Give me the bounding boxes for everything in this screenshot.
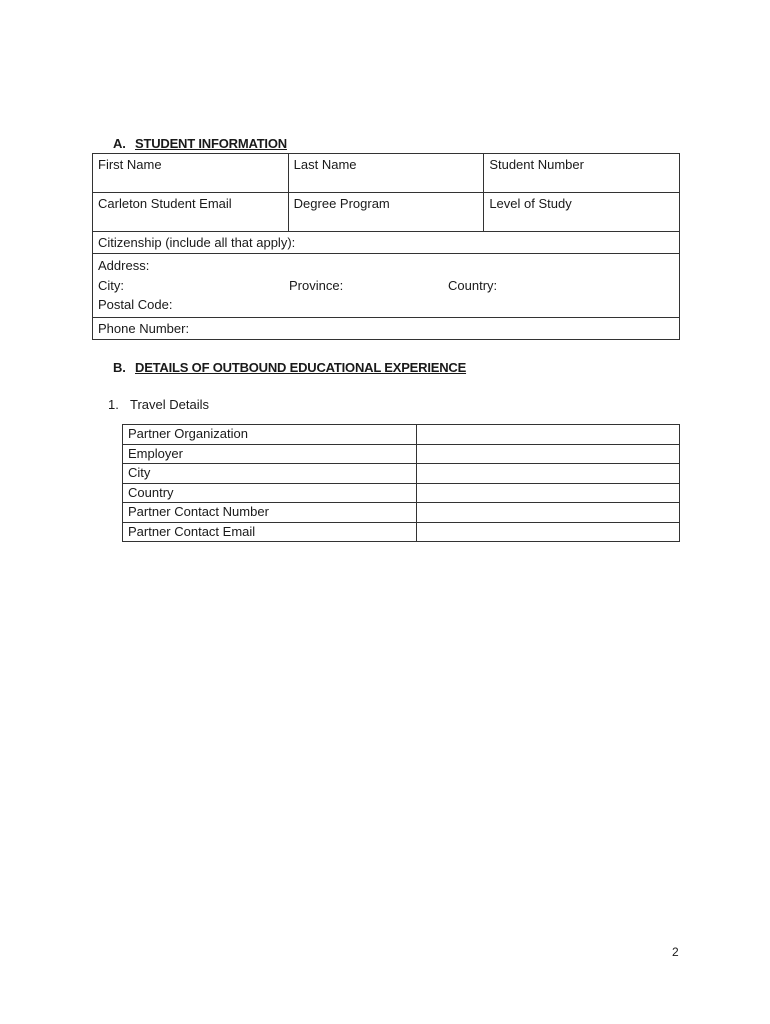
partner-organization-input[interactable] xyxy=(417,425,680,445)
postal-code-label: Postal Code: xyxy=(98,297,173,312)
student-number-field[interactable]: Student Number xyxy=(484,154,680,193)
section-a-title: STUDENT INFORMATION xyxy=(135,136,287,151)
travel-details-title: Travel Details xyxy=(130,397,209,412)
address-line xyxy=(98,256,674,276)
section-a-heading xyxy=(113,136,287,151)
travel-details-number: 1. xyxy=(108,397,119,412)
phone-number-field[interactable]: Phone Number: xyxy=(93,317,680,339)
section-b-number: B. xyxy=(113,360,126,375)
table-row xyxy=(123,503,680,523)
section-b-heading xyxy=(113,360,466,375)
partner-contact-email-input[interactable] xyxy=(417,522,680,542)
postal-code-line xyxy=(98,295,674,315)
degree-program-field[interactable]: Degree Program xyxy=(288,193,484,232)
city-label: City: xyxy=(98,277,124,293)
country-label: Country: xyxy=(448,277,498,293)
level-of-study-field[interactable]: Level of Study xyxy=(484,193,680,232)
address-label: Address: xyxy=(98,258,150,273)
address-block[interactable] xyxy=(93,254,680,318)
section-b-title: DETAILS OF OUTBOUND EDUCATIONAL EXPERIENCE xyxy=(135,360,467,375)
section-a-number: A. xyxy=(113,136,126,151)
student-email-field[interactable]: Carleton Student Email xyxy=(93,193,289,232)
table-row xyxy=(123,483,680,503)
table-row xyxy=(123,444,680,464)
employer-label: Employer xyxy=(123,444,417,464)
first-name-field[interactable]: First Name xyxy=(93,154,289,193)
student-information-table xyxy=(92,153,680,340)
country-label-travel: Country xyxy=(123,483,417,503)
table-row xyxy=(123,522,680,542)
page-number: 2 xyxy=(672,945,679,959)
partner-contact-number-input[interactable] xyxy=(417,503,680,523)
table-row xyxy=(123,464,680,484)
travel-details-heading xyxy=(108,397,209,412)
city-line xyxy=(98,276,674,296)
partner-contact-email-label: Partner Contact Email xyxy=(123,522,417,542)
country-input[interactable] xyxy=(417,483,680,503)
partner-contact-number-label: Partner Contact Number xyxy=(123,503,417,523)
employer-input[interactable] xyxy=(417,444,680,464)
travel-details-table xyxy=(122,424,680,542)
city-input[interactable] xyxy=(417,464,680,484)
city-label-travel: City xyxy=(123,464,417,484)
last-name-field[interactable]: Last Name xyxy=(288,154,484,193)
partner-organization-label: Partner Organization xyxy=(123,425,417,445)
table-row xyxy=(123,425,680,445)
province-label: Province: xyxy=(289,277,344,293)
citizenship-field[interactable]: Citizenship (include all that apply): xyxy=(93,232,680,254)
